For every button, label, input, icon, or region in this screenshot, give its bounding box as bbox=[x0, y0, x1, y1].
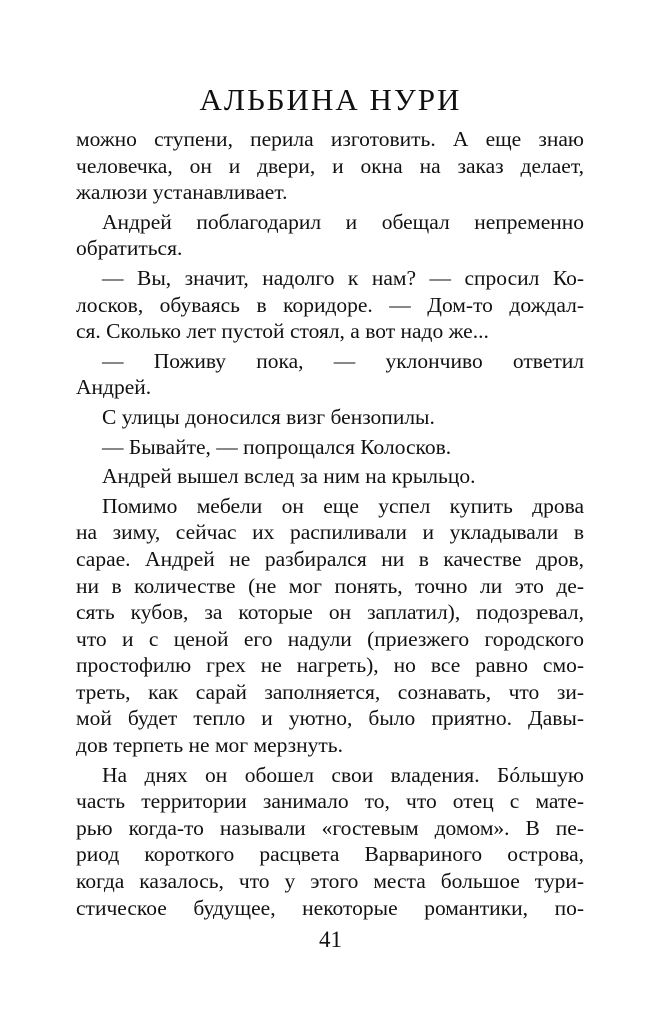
text-line: На днях он обошел свои владения. Бóльшую bbox=[102, 762, 584, 787]
text-line: дов терпеть не мог мерзнуть. bbox=[76, 733, 343, 758]
text-line: риод короткого расцвета Варвариного острова, bbox=[76, 842, 584, 867]
text-line: сять кубов, за которые он заплатил), подозревал, bbox=[76, 600, 584, 625]
text-line: стическое будущее, некоторые романтики, по- bbox=[76, 895, 584, 920]
text-line: Андрей вышел вслед за ним на крыльцо. bbox=[102, 464, 476, 489]
text-line: Андрей. bbox=[76, 375, 152, 400]
paragraph bbox=[76, 434, 584, 461]
text-line: мой будет тепло и уютно, было приятно. Давы- bbox=[76, 706, 584, 731]
text-line: рью когда-то называли «гостевым домом». В пе- bbox=[76, 815, 584, 840]
running-head: АЛЬБИНА НУРИ bbox=[199, 82, 462, 117]
paragraph bbox=[76, 762, 584, 922]
text-line: лосков, обуваясь в коридоре. — Дом-то дождал- bbox=[76, 292, 584, 317]
text-line: ни в количестве (не мог понять, точно ли это де- bbox=[76, 573, 584, 598]
text-line: С улицы доносился визг бензопилы. bbox=[102, 404, 435, 429]
text-line: сарае. Андрей не разбирался ни в качестве дров, bbox=[76, 546, 584, 571]
text-line: можно ступени, перила изготовить. А еще знаю bbox=[76, 127, 584, 151]
text-line: — Поживу пока, — уклончиво ответил bbox=[102, 348, 584, 373]
text-line: ся. Сколько лет пустой стоял, а вот надо же... bbox=[76, 319, 489, 344]
page-number: 41 bbox=[319, 927, 342, 952]
paragraph bbox=[76, 493, 584, 759]
paragraph bbox=[76, 404, 584, 431]
paragraph bbox=[76, 348, 584, 401]
text-line: часть территории занимало то, что отец с мате- bbox=[76, 789, 584, 814]
paragraph bbox=[76, 265, 584, 345]
paragraph bbox=[76, 126, 584, 206]
text-line: — Вы, значит, надолго к нам? — спросил Ко- bbox=[102, 265, 584, 290]
text-line: человечка, он и двери, и окна на заказ делает, bbox=[76, 153, 584, 178]
text-line: обратиться. bbox=[76, 236, 183, 261]
paragraph bbox=[76, 209, 584, 262]
text-line: треть, как сарай заполняется, сознавать, что зи- bbox=[76, 679, 584, 704]
body-text bbox=[76, 126, 584, 924]
text-line: что и с ценой его надули (приезжего городского bbox=[76, 626, 584, 651]
text-line: Помимо мебели он еще успел купить дрова bbox=[102, 493, 584, 518]
text-line: Андрей поблагодарил и обещал непременно bbox=[102, 209, 584, 234]
paragraph bbox=[76, 463, 584, 490]
text-line: когда казалось, что у этого места большое тури- bbox=[76, 869, 584, 894]
text-line: — Бывайте, — попрощался Колосков. bbox=[102, 434, 452, 459]
text-line: простофилю грех не нагреть), но все равно смо- bbox=[76, 653, 584, 678]
text-line: на зиму, сейчас их распиливали и укладывали в bbox=[76, 520, 584, 545]
text-line: жалюзи устанавливает. bbox=[76, 180, 288, 205]
